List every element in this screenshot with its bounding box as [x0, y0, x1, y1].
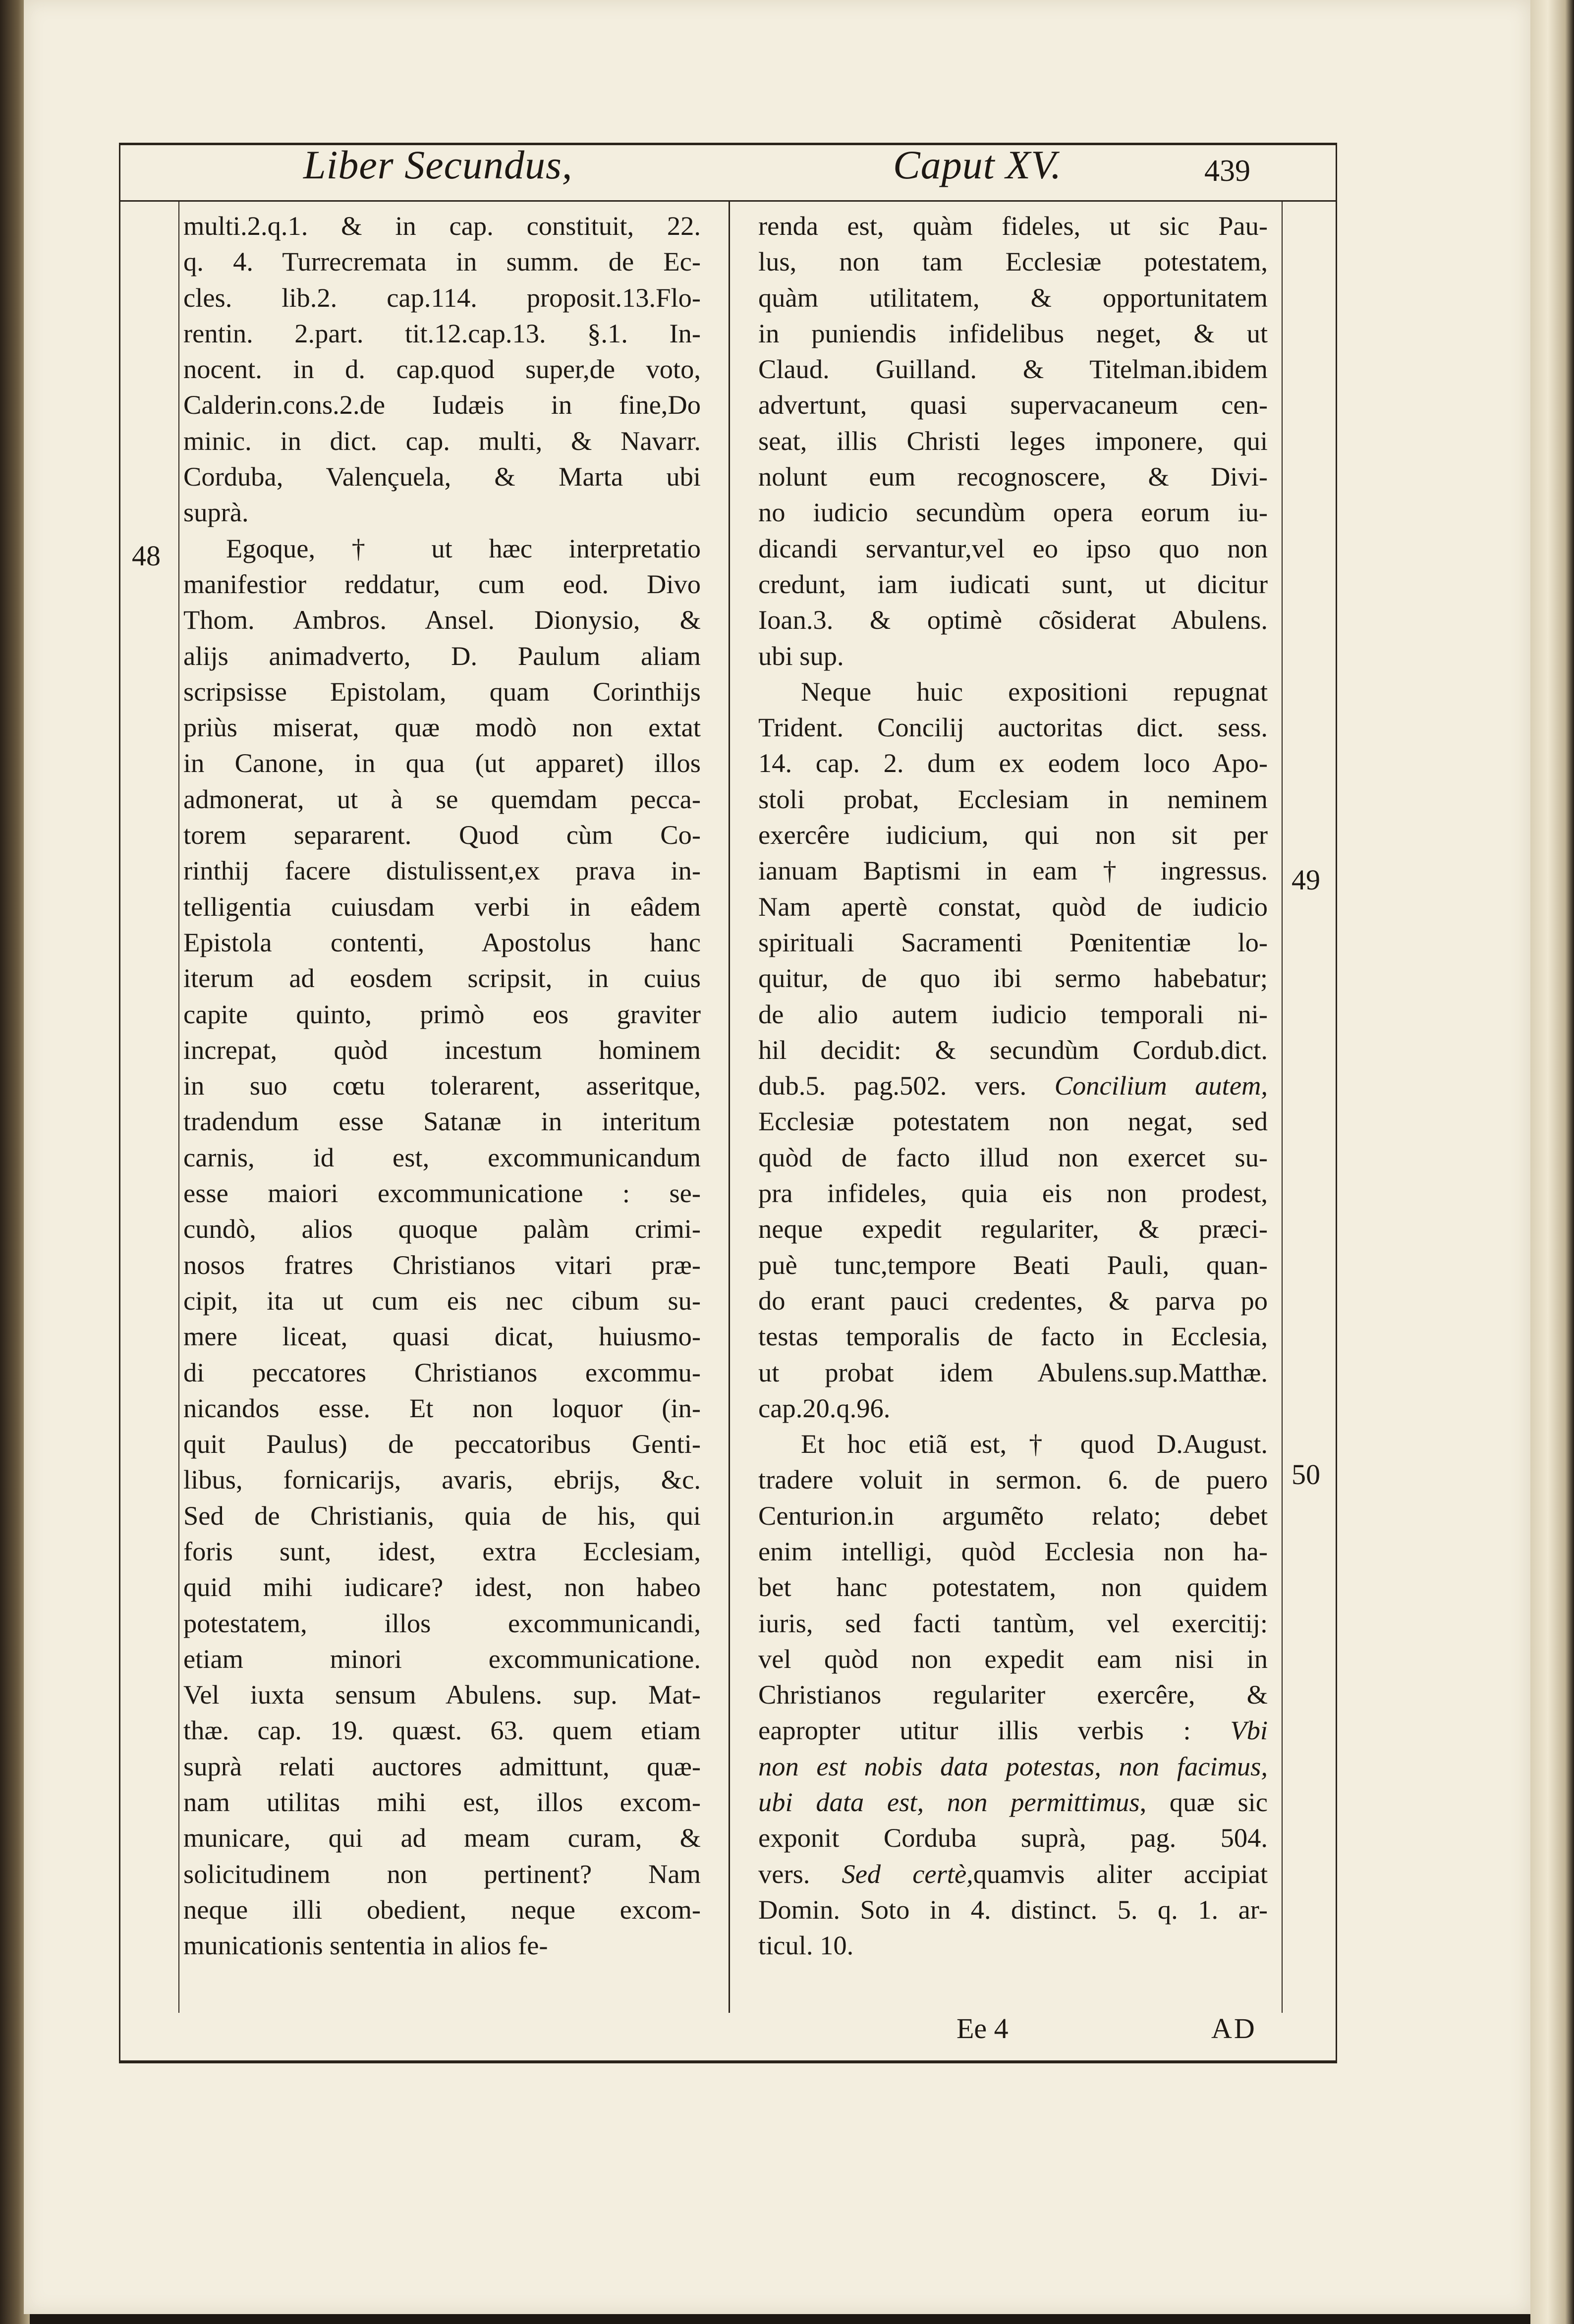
text-line: Nam apertè constat, quòd de iudicio [758, 891, 1268, 922]
text-line: credunt, iam iudicati sunt, ut dicitur [758, 568, 1268, 599]
text-line: no iudicio secundùm opera eorum iu- [758, 497, 1268, 528]
text-line: iterum ad eosdem scripsit, in cuius [183, 963, 701, 994]
text-line: manifestior reddatur, cum eod. Divo [183, 568, 701, 599]
text-line: Domin. Soto in 4. distinct. 5. q. 1. ar- [758, 1894, 1268, 1925]
text-line: in Canone, in qua (ut apparet) illos [183, 748, 701, 778]
text-line: ianuam Baptismi in eam † ingressus. [758, 855, 1268, 886]
text-line: foris sunt, idest, extra Ecclesiam, [183, 1536, 701, 1566]
text-line: municare, qui ad meam curam, & [183, 1823, 701, 1853]
right-text-column [758, 208, 1268, 1964]
text-line: rentin. 2.part. tit.12.cap.13. §.1. In- [183, 318, 701, 348]
text-line: puè tunc,tempore Beati Pauli, quan- [758, 1249, 1268, 1280]
text-line: scripsisse Epistolam, quam Corinthijs [183, 676, 701, 707]
running-header [119, 142, 1337, 201]
text-line: libus, fornicarijs, avaris, ebrijs, &c. [183, 1464, 701, 1495]
text-line: increpat, quòd incestum hominem [183, 1034, 701, 1065]
catchword: AD [1211, 2012, 1257, 2045]
text-line: di peccatores Christianos excommu- [183, 1357, 701, 1387]
text-line: de alio autem iudicio temporali ni- [758, 998, 1268, 1029]
text-line: quòd de facto illud non exercet su- [758, 1142, 1268, 1172]
left-text-column [183, 208, 701, 1964]
text-line: dicandi servantur,vel eo ipso quo non [758, 533, 1268, 563]
text-line: non est nobis data potestas, non facimus, [758, 1751, 1268, 1781]
text-line: Neque huic expositioni repugnat [801, 676, 1268, 707]
text-line: hil decidit: & secundùm Cordub.dict. [758, 1034, 1268, 1065]
text-line: nosos fratres Christianos vitari præ- [183, 1249, 701, 1280]
text-line: Calderin.cons.2.de Iudæis in fine,Do [183, 389, 701, 420]
text-line: admonerat, ut à se quemdam pecca- [183, 783, 701, 814]
text-line: Corduba, Valençuela, & Marta ubi [183, 461, 701, 492]
text-line: Egoque, † ut hæc interpretatio [226, 533, 701, 563]
text-line: etiam minori excommunicatione. [183, 1643, 701, 1674]
left-inner-rule [178, 200, 179, 2013]
text-line: cles. lib.2. cap.114. proposit.13.Flo- [183, 282, 701, 313]
text-line: testas temporalis de facto in Ecclesia, [758, 1321, 1268, 1352]
text-line: ubi data est, non permittimus, quæ sic [758, 1787, 1268, 1818]
page-footer [119, 2012, 1337, 2051]
signature-mark: Ee 4 [956, 2012, 1009, 2045]
text-line: q. 4. Turrecremata in summ. de Ec- [183, 246, 701, 277]
text-line: 14. cap. 2. dum ex eodem loco Apo- [758, 748, 1268, 778]
column-divider [729, 200, 730, 2013]
text-line: multi.2.q.1. & in cap. constituit, 22. [183, 211, 701, 241]
text-line: esse maiori excommunicatione : se- [183, 1178, 701, 1209]
page-number: 439 [1204, 154, 1250, 188]
text-line: rinthij facere distulissent,ex prava in- [183, 855, 701, 886]
text-line: suprà. [183, 497, 249, 528]
text-line: quitur, de quo ibi sermo habebatur; [758, 963, 1268, 994]
text-line: pra infideles, quia eis non prodest, [758, 1178, 1268, 1209]
text-line: nolunt eum recognoscere, & Divi- [758, 461, 1268, 492]
text-line: do erant pauci credentes, & parva po [758, 1285, 1268, 1316]
text-line: cipit, ita ut cum eis nec cibum su- [183, 1285, 701, 1316]
text-line: tradendum esse Satanæ in interitum [183, 1106, 701, 1137]
text-line: torem separarent. Quod cùm Co- [183, 820, 701, 850]
text-line: spirituali Sacramenti Pœnitentiæ lo- [758, 927, 1268, 957]
text-line: nocent. in d. cap.quod super,de voto, [183, 354, 701, 385]
text-line: nicandos esse. Et non loquor (in- [183, 1392, 701, 1423]
text-line: cap.20.q.96. [758, 1392, 891, 1423]
text-line: ticul. 10. [758, 1930, 854, 1961]
text-line: Et hoc etiã est, † quod D.August. [801, 1429, 1268, 1459]
text-line: alijs animadverto, D. Paulum aliam [183, 640, 701, 671]
text-line: nam utilitas mihi est, illos excom- [183, 1787, 701, 1818]
text-line: quit Paulus) de peccatoribus Genti- [183, 1429, 701, 1459]
text-line: dub.5. pag.502. vers. Concilium autem, [758, 1070, 1268, 1101]
page-edge [1530, 0, 1574, 2324]
text-line: suprà relati auctores admittunt, quæ- [183, 1751, 701, 1781]
text-line: Vel iuxta sensum Abulens. sup. Mat- [183, 1679, 701, 1710]
text-line: minic. in dict. cap. multi, & Navarr. [183, 425, 701, 456]
text-line: Centurion.in argumẽto relato; debet [758, 1500, 1268, 1531]
text-line: ut probat idem Abulens.sup.Matthæ. [758, 1357, 1268, 1387]
text-line: seat, illis Christi leges imponere, qui [758, 425, 1268, 456]
text-line: telligentia cuiusdam verbi in eâdem [183, 891, 701, 922]
text-line: Trident. Concilij auctoritas dict. sess. [758, 712, 1268, 743]
text-line: vel quòd non expedit eam nisi in [758, 1643, 1268, 1674]
text-line: renda est, quàm fideles, ut sic Pau- [758, 211, 1268, 241]
text-line: thæ. cap. 19. quæst. 63. quem etiam [183, 1715, 701, 1746]
header-book-title: Liber Secundus, [303, 142, 573, 187]
text-line: eapropter utitur illis verbis : Vbi [758, 1715, 1268, 1746]
header-chapter: Caput XV. [893, 142, 1062, 187]
text-line: priùs miserat, quæ modò non extat [183, 712, 701, 743]
text-line: in suo cœtu tolerarent, asseritque, [183, 1070, 701, 1101]
text-line: municationis sententia in alios fe- [183, 1930, 548, 1961]
text-line: ubi sup. [758, 640, 844, 671]
text-line: enim intelligi, quòd Ecclesia non ha- [758, 1536, 1268, 1566]
text-line: lus, non tam Ecclesiæ potestatem, [758, 246, 1268, 277]
text-line: Thom. Ambros. Ansel. Dionysio, & [183, 605, 701, 635]
text-line: mere liceat, quasi dicat, huiusmo- [183, 1321, 701, 1352]
text-line: in puniendis infidelibus neget, & ut [758, 318, 1268, 348]
text-line: Christianos regulariter exercêre, & [758, 1679, 1268, 1710]
margin-number-48: 48 [132, 540, 161, 572]
text-line: neque expedit regulariter, & præci- [758, 1214, 1268, 1244]
text-line: cundò, alios quoque palàm crimi- [183, 1214, 701, 1244]
text-line: Claud. Guilland. & Titelman.ibidem [758, 354, 1268, 385]
margin-number-49: 49 [1292, 864, 1320, 896]
text-line: neque illi obedient, neque excom- [183, 1894, 701, 1925]
text-line: vers. Sed certè,quamvis aliter accipiat [758, 1858, 1268, 1889]
text-line: iuris, sed facti tantùm, vel exercitij: [758, 1607, 1268, 1638]
text-line: tradere voluit in sermon. 6. de puero [758, 1464, 1268, 1495]
text-line: bet hanc potestatem, non quidem [758, 1572, 1268, 1603]
text-line: advertunt, quasi supervacaneum cen- [758, 389, 1268, 420]
text-line: capite quinto, primò eos graviter [183, 998, 701, 1029]
text-line: solicitudinem non pertinent? Nam [183, 1858, 701, 1889]
text-line: Ecclesiæ potestatem non negat, sed [758, 1106, 1268, 1137]
text-line: stoli probat, Ecclesiam in neminem [758, 783, 1268, 814]
text-line: Epistola contenti, Apostolus hanc [183, 927, 701, 957]
text-line: potestatem, illos excommunicandi, [183, 1607, 701, 1638]
right-inner-rule [1282, 200, 1283, 2013]
margin-number-50: 50 [1292, 1458, 1320, 1491]
text-line: quid mihi iudicare? idest, non habeo [183, 1572, 701, 1603]
text-line: Sed de Christianis, quia de his, qui [183, 1500, 701, 1531]
text-line: exercêre iudicium, qui non sit per [758, 820, 1268, 850]
text-line: carnis, id est, excommunicandum [183, 1142, 701, 1172]
text-line: exponit Corduba suprà, pag. 504. [758, 1823, 1268, 1853]
text-line: quàm utilitatem, & opportunitatem [758, 282, 1268, 313]
text-line: Ioan.3. & optimè cõsiderat Abulens. [758, 605, 1268, 635]
